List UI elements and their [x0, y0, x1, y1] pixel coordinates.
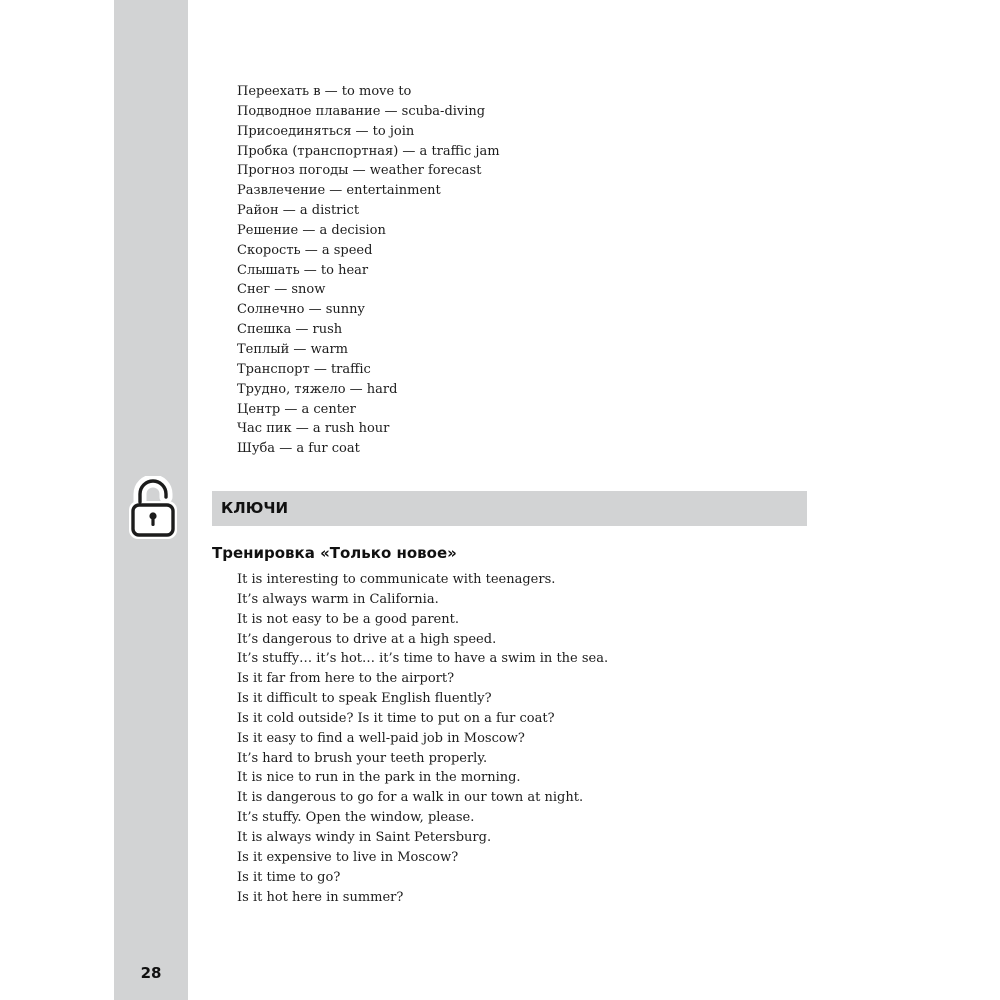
vocab-item-text: Скорость — a speed [237, 242, 373, 258]
vocab-item-text: Район — a district [237, 203, 360, 219]
vocab-item-text: Шуба — a fur coat [237, 441, 360, 457]
answer-item-text: It is always windy in Saint Petersburg. [237, 829, 492, 845]
answer-item-text: It is nice to run in the park in the morning. [237, 770, 521, 786]
answer-item-text: It’s hard to brush your teeth properly. [237, 750, 488, 766]
answer-item-text: It’s stuffy. Open the window, please. [237, 810, 475, 826]
vocab-item-text: Центр — a center [237, 401, 356, 417]
section-header-bar [212, 491, 807, 526]
answer-item-text: Is it expensive to live in Moscow? [237, 849, 459, 865]
answer-item-text: It is dangerous to go for a walk in our town at night. [237, 790, 584, 806]
vocab-item-text: Присоединяться — to join [237, 123, 415, 139]
answer-item-text: It’s stuffy… it’s hot… it’s time to have a swim in the sea. [237, 651, 609, 667]
vocab-item-text: Теплый — warm [237, 341, 348, 357]
answer-item-text: Is it easy to find a well-paid job in Moscow? [237, 730, 525, 746]
vocab-item-text: Прогноз погоды — weather forecast [237, 163, 482, 179]
answer-item-text: It’s dangerous to drive at a high speed. [237, 631, 497, 647]
vocab-item-text: Солнечно — sunny [237, 302, 365, 318]
vocab-item-text: Слышать — to hear [237, 262, 369, 278]
answer-item-text: Is it cold outside? Is it time to put on a fur coat? [237, 710, 555, 726]
vocab-item-text: Транспорт — traffic [237, 361, 371, 377]
vocab-item-text: Спешка — rush [237, 322, 343, 338]
answer-item-text: Is it time to go? [237, 869, 341, 885]
page-number: 28 [140, 964, 162, 982]
answer-item-text: It’s always warm in California. [237, 591, 439, 607]
vocab-item-text: Подводное плавание — scuba-diving [237, 103, 486, 119]
open-padlock-icon [126, 476, 182, 542]
answer-item-text: It is interesting to communicate with teenagers. [237, 572, 556, 587]
answer-item-text: Is it difficult to speak English fluently? [237, 691, 492, 707]
vocab-item-text: Решение — a decision [237, 222, 386, 238]
vocab-item-text: Трудно, тяжело — hard [237, 381, 398, 397]
answer-item-text: Is it far from here to the airport? [237, 671, 455, 687]
vocab-item-text: Переехать в — to move to [237, 84, 412, 99]
answer-item-text: Is it hot here in summer? [237, 889, 404, 905]
vocab-item-text: Час пик — a rush hour [237, 421, 390, 437]
section-title: КЛЮЧИ [221, 499, 289, 517]
answer-item-text: It is not easy to be a good parent. [237, 611, 459, 627]
vocab-item-text: Снег — snow [237, 282, 326, 298]
vocab-item-text: Пробка (транспортная) — a traffic jam [237, 143, 500, 159]
vocab-item-text: Развлечение — entertainment [237, 183, 441, 199]
exercise-subtitle: Тренировка «Только новое» [212, 544, 457, 562]
